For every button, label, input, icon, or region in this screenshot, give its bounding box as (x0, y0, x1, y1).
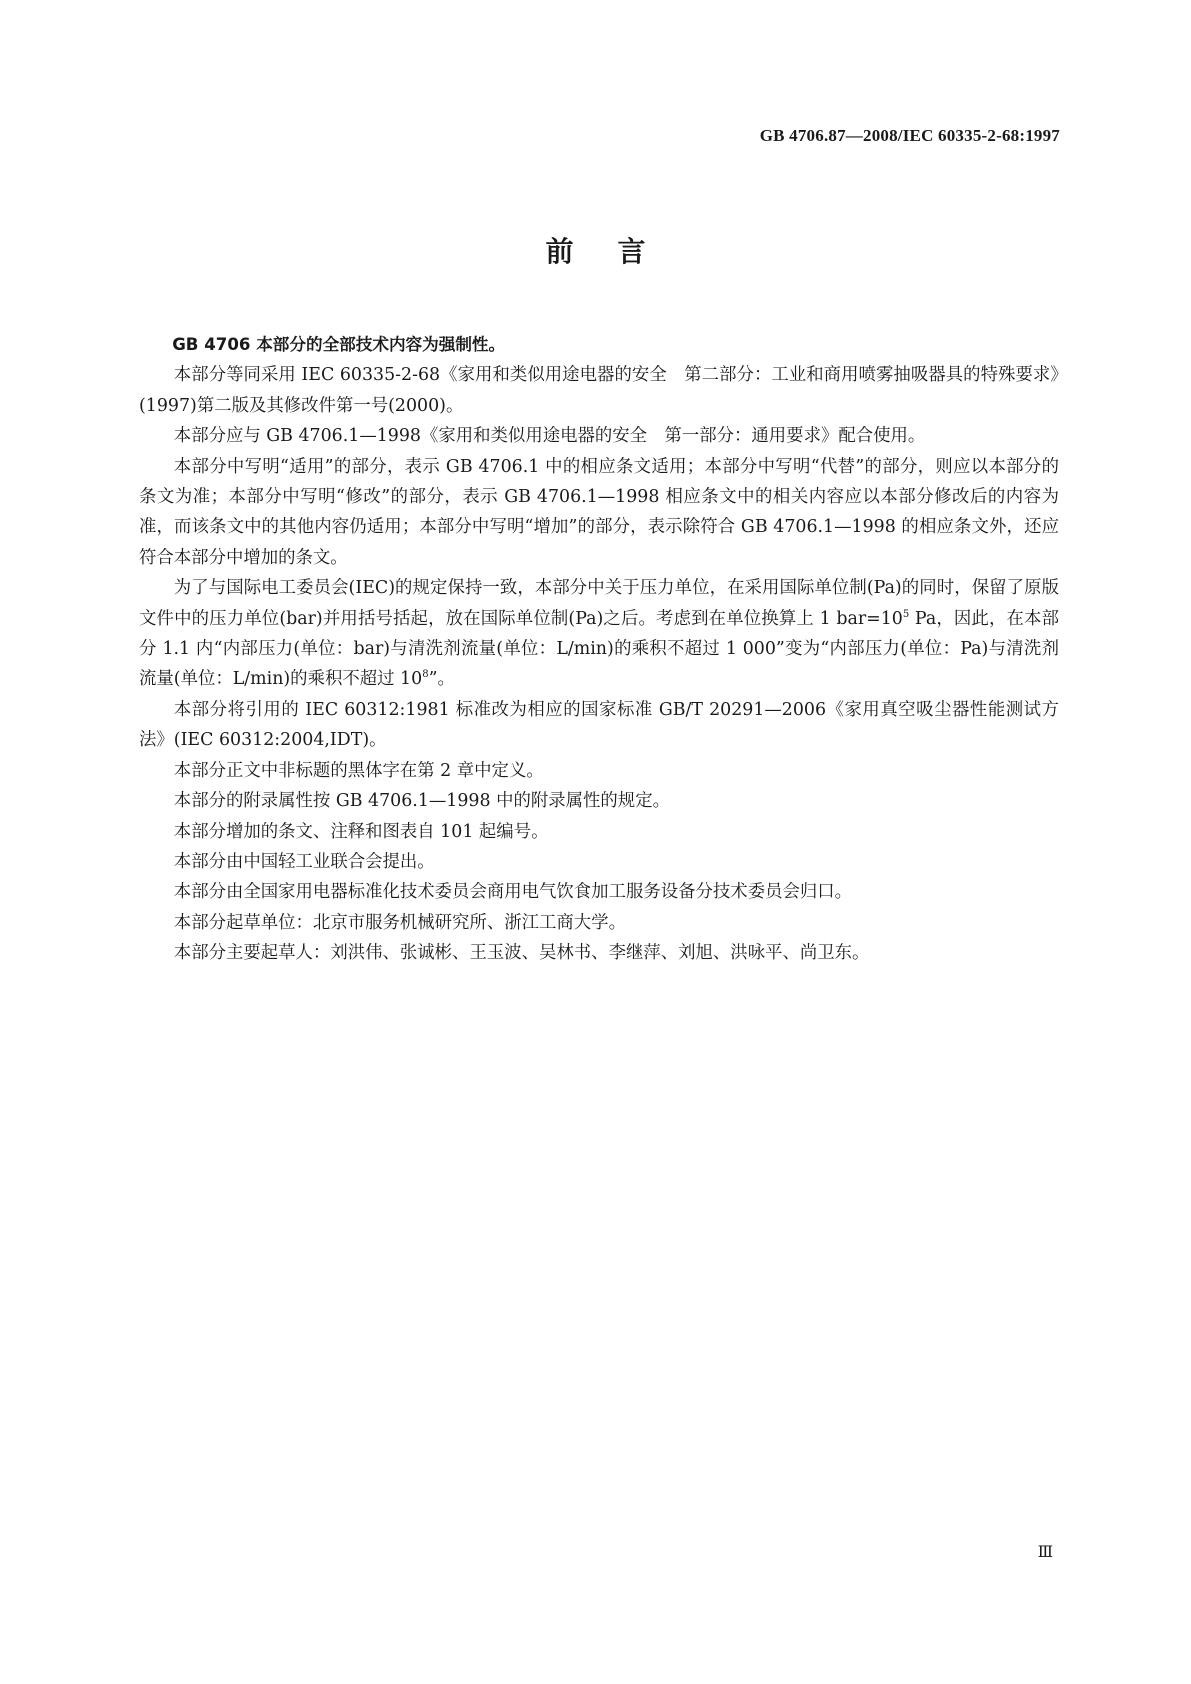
paragraph-adoption: 本部分等同采用 IEC 60335-2-68《家用和类似用途电器的安全 第二部分：工业和商用喷雾抽吸器具的特殊要求》(1997)第二版及其修改件第一号(2000)。 (139, 365, 1059, 416)
paragraph-proposer: 本部分由中国轻工业联合会提出。 (173, 851, 435, 872)
page-title: 前言 (545, 235, 690, 268)
units-superscript-2: 8 (422, 669, 429, 681)
standard-code-header: GB 4706.87—2008/IEC 60335-2-68:1997 (759, 126, 1060, 145)
paragraph-bold-terms: 本部分正文中非标题的黑体字在第 2 章中定义。 (173, 760, 544, 781)
units-superscript-1: 5 (902, 608, 910, 620)
paragraph-drafting-units: 本部分起草单位：北京市服务机械研究所、浙江工商大学。 (173, 912, 626, 933)
units-text-3: ”。 (428, 669, 455, 690)
paragraph-annex: 本部分的附录属性按 GB 4706.1—1998 中的附录属性的规定。 (173, 791, 670, 812)
paragraph-terms: 本部分中写明“适用”的部分，表示 GB 4706.1 中的相应条文适用；本部分中写明“代替”的部分，则应以本部分的条文为准；本部分中写明“修改”的部分，表示 GB 4706.1—1998 相应条文中的相关内容应以本部分修改后的内容为准，而该条文中的其他内容仍适用；本部分中写明“增加”的部分，表示除符合 GB 4706.1—1998 的相应条文外，还应符合本部分中增加的条文。 (139, 456, 1059, 568)
paragraph-usage: 本部分应与 GB 4706.1—1998《家用和类似用途电器的安全 第一部分：通用要求》配合使用。 (173, 426, 926, 447)
paragraph-references: 本部分将引用的 IEC 60312:1981 标准改为相应的国家标准 GB/T 20291—2006《家用真空吸尘器性能测试方法》(IEC 60312:2004,IDT)。 (139, 699, 1059, 751)
paragraph-numbering: 本部分增加的条文、注释和图表自 101 起编号。 (173, 821, 549, 842)
units-text-2: Pa，因此，在本部分 1.1 内“内部压力(单位：bar)与清洗剂流量(单位：L/min)的乘积不超过 1 000”变为“内部压力(单位：Pa)与清洗剂流量(单位：L/min)的乘积不超过 10 (139, 608, 1059, 690)
mandatory-statement: GB 4706 本部分的全部技术内容为强制性。 (172, 335, 506, 354)
page-number: Ⅲ (1037, 1544, 1053, 1561)
paragraph-drafters: 本部分主要起草人：刘洪伟、张诚彬、王玉波、吴林书、李继萍、刘旭、洪咏平、尚卫东。 (173, 943, 870, 964)
units-text-1: 为了与国际电工委员会(IEC)的规定保持一致，本部分中关于压力单位，在采用国际单位制(Pa)的同时，保留了原版文件中的压力单位(bar)并用括号括起，放在国际单位制(Pa)之后。考虑到在单位换算上 1 bar=10 (139, 578, 1059, 629)
paragraph-units (139, 573, 1059, 695)
preface-body (139, 330, 1059, 969)
paragraph-committee: 本部分由全国家用电器标准化技术委员会商用电气饮食加工服务设备分技术委员会归口。 (173, 882, 853, 903)
